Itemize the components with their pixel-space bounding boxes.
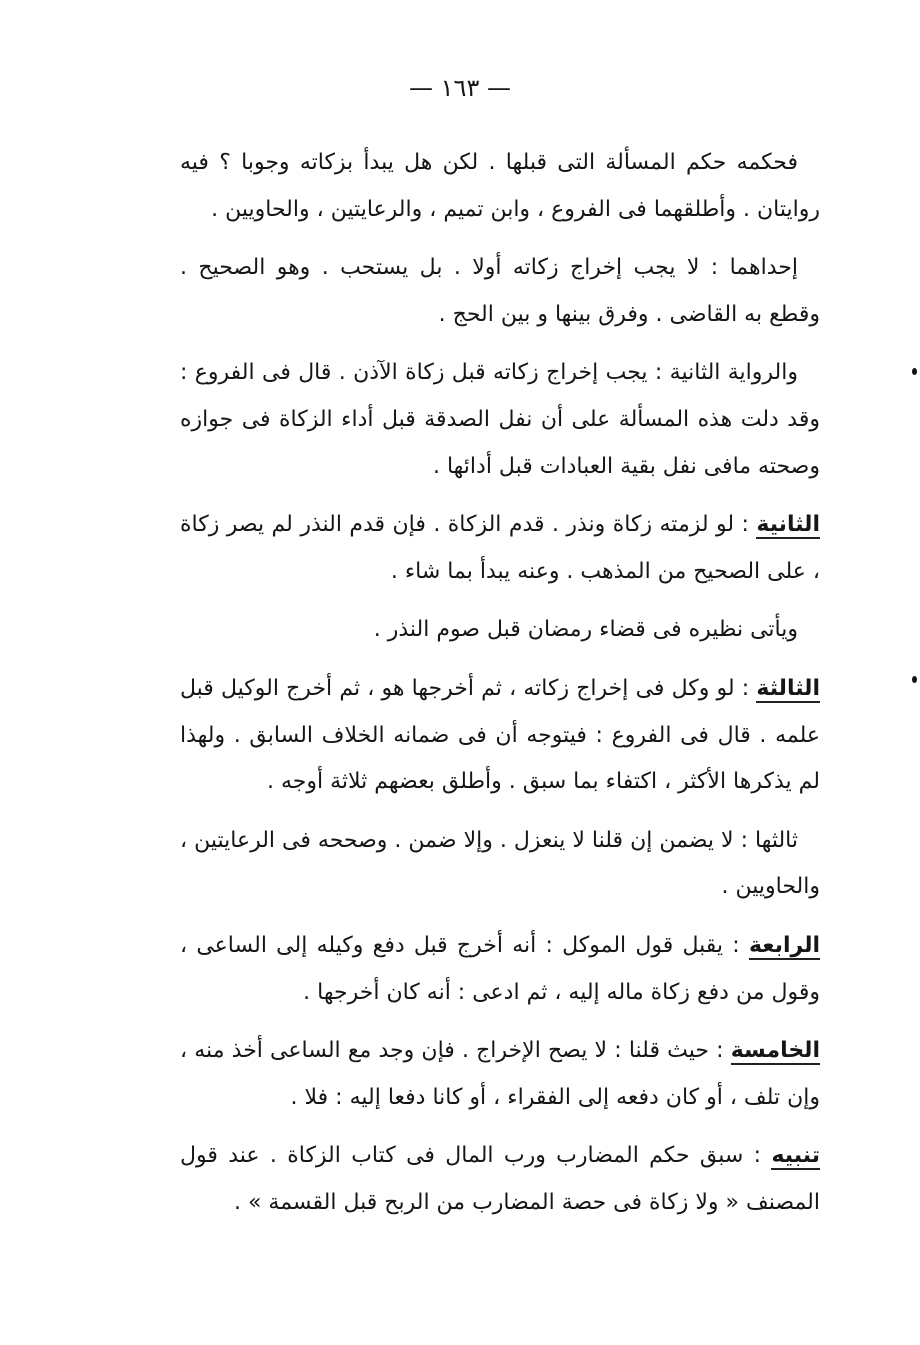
paragraph-text: إحداهما : لا يجب إخراج زكاته أولا . بل يستحب . وهو الصحيح . وقطع به القاضى . وفرق بينها و بين الحج . xyxy=(180,255,820,327)
paragraph-text: : يقبل قول الموكل : أنه أخرج قبل دفع وكيله إلى الساعى ، وقول من دفع زكاة ماله إليه ، ثم ادعى : أنه كان أخرجها . xyxy=(180,932,820,1005)
section-heading-fifth: الخامسة xyxy=(730,1038,820,1064)
paragraph-text: : لو وكل فى إخراج زكاته ، ثم أخرجها هو ، ثم أخرج الوكيل قبل علمه . قال فى الفروع : فيتوجه أن فى ضمانه الخلاف السابق . ولهذا لم يذكرها الأكثر ، اكتفاء بما سبق . وأطلق بعضهم ثلاثة أوجه . xyxy=(180,675,820,795)
paragraph-text: والرواية الثانية : يجب إخراج زكاته قبل زكاة الآذن . قال فى الفروع : وقد دلت هذه المسألة على أن نفل الصدقة قبل أداء الزكاة فى جوازه وصحته مافى نفل بقية العبادات قبل أدائها . xyxy=(180,360,820,479)
paragraph-3 xyxy=(180,350,820,490)
page-body xyxy=(180,140,820,1226)
paragraph-1 xyxy=(180,140,820,233)
paragraph-text: ثالثها : لا يضمن إن قلنا لا ينعزل . وإلا ضمن . وصححه فى الرعايتين ، والحاويين . xyxy=(180,827,820,900)
paragraph-6 xyxy=(180,666,820,806)
section-heading-third: الثالثة xyxy=(756,675,820,701)
paragraph-text: ويأتى نظيره فى قضاء رمضان قبل صوم النذر . xyxy=(373,617,798,643)
paragraph-text: : سبق حكم المضارب ورب المال فى كتاب الزكاة . عند قول المصنف « ولا زكاة فى حصة المضارب من الربح قبل القسمة » . xyxy=(180,1143,820,1215)
scan-speck xyxy=(912,676,917,683)
paragraph-7 xyxy=(180,818,820,911)
paragraph-8 xyxy=(180,923,820,1016)
section-heading-fourth: الرابعة xyxy=(748,932,821,958)
paragraph-text: : حيث قلنا : لا يصح الإخراج . فإن وجد مع الساعى أخذ منه ، وإن تلف ، أو كان دفعه إلى الفقراء ، أو كانا دفعا إليه : فلا . xyxy=(180,1038,820,1110)
paragraph-9 xyxy=(180,1028,820,1121)
page-number: — ١٦٣ — xyxy=(409,74,511,102)
scan-speck xyxy=(912,368,917,375)
paragraph-2 xyxy=(180,245,820,338)
paragraph-text: فحكمه حكم المسألة التى قبلها . لكن هل يبدأ بزكاته وجوبا ؟ فيه روايتان . وأطلقهما فى الفروع ، وابن تميم ، والرعايتين ، والحاويين . xyxy=(180,150,820,222)
paragraph-text: : لو لزمته زكاة ونذر . قدم الزكاة . فإن قدم النذر لم يصر زكاة ، على الصحيح من المذهب . وعنه يبدأ بما شاء . xyxy=(180,512,820,584)
paragraph-5 xyxy=(180,607,820,654)
section-heading-note: تنبيه xyxy=(771,1143,820,1169)
section-heading-second: الثانية xyxy=(756,512,820,538)
paragraph-4 xyxy=(180,502,820,595)
paragraph-10 xyxy=(180,1133,820,1226)
